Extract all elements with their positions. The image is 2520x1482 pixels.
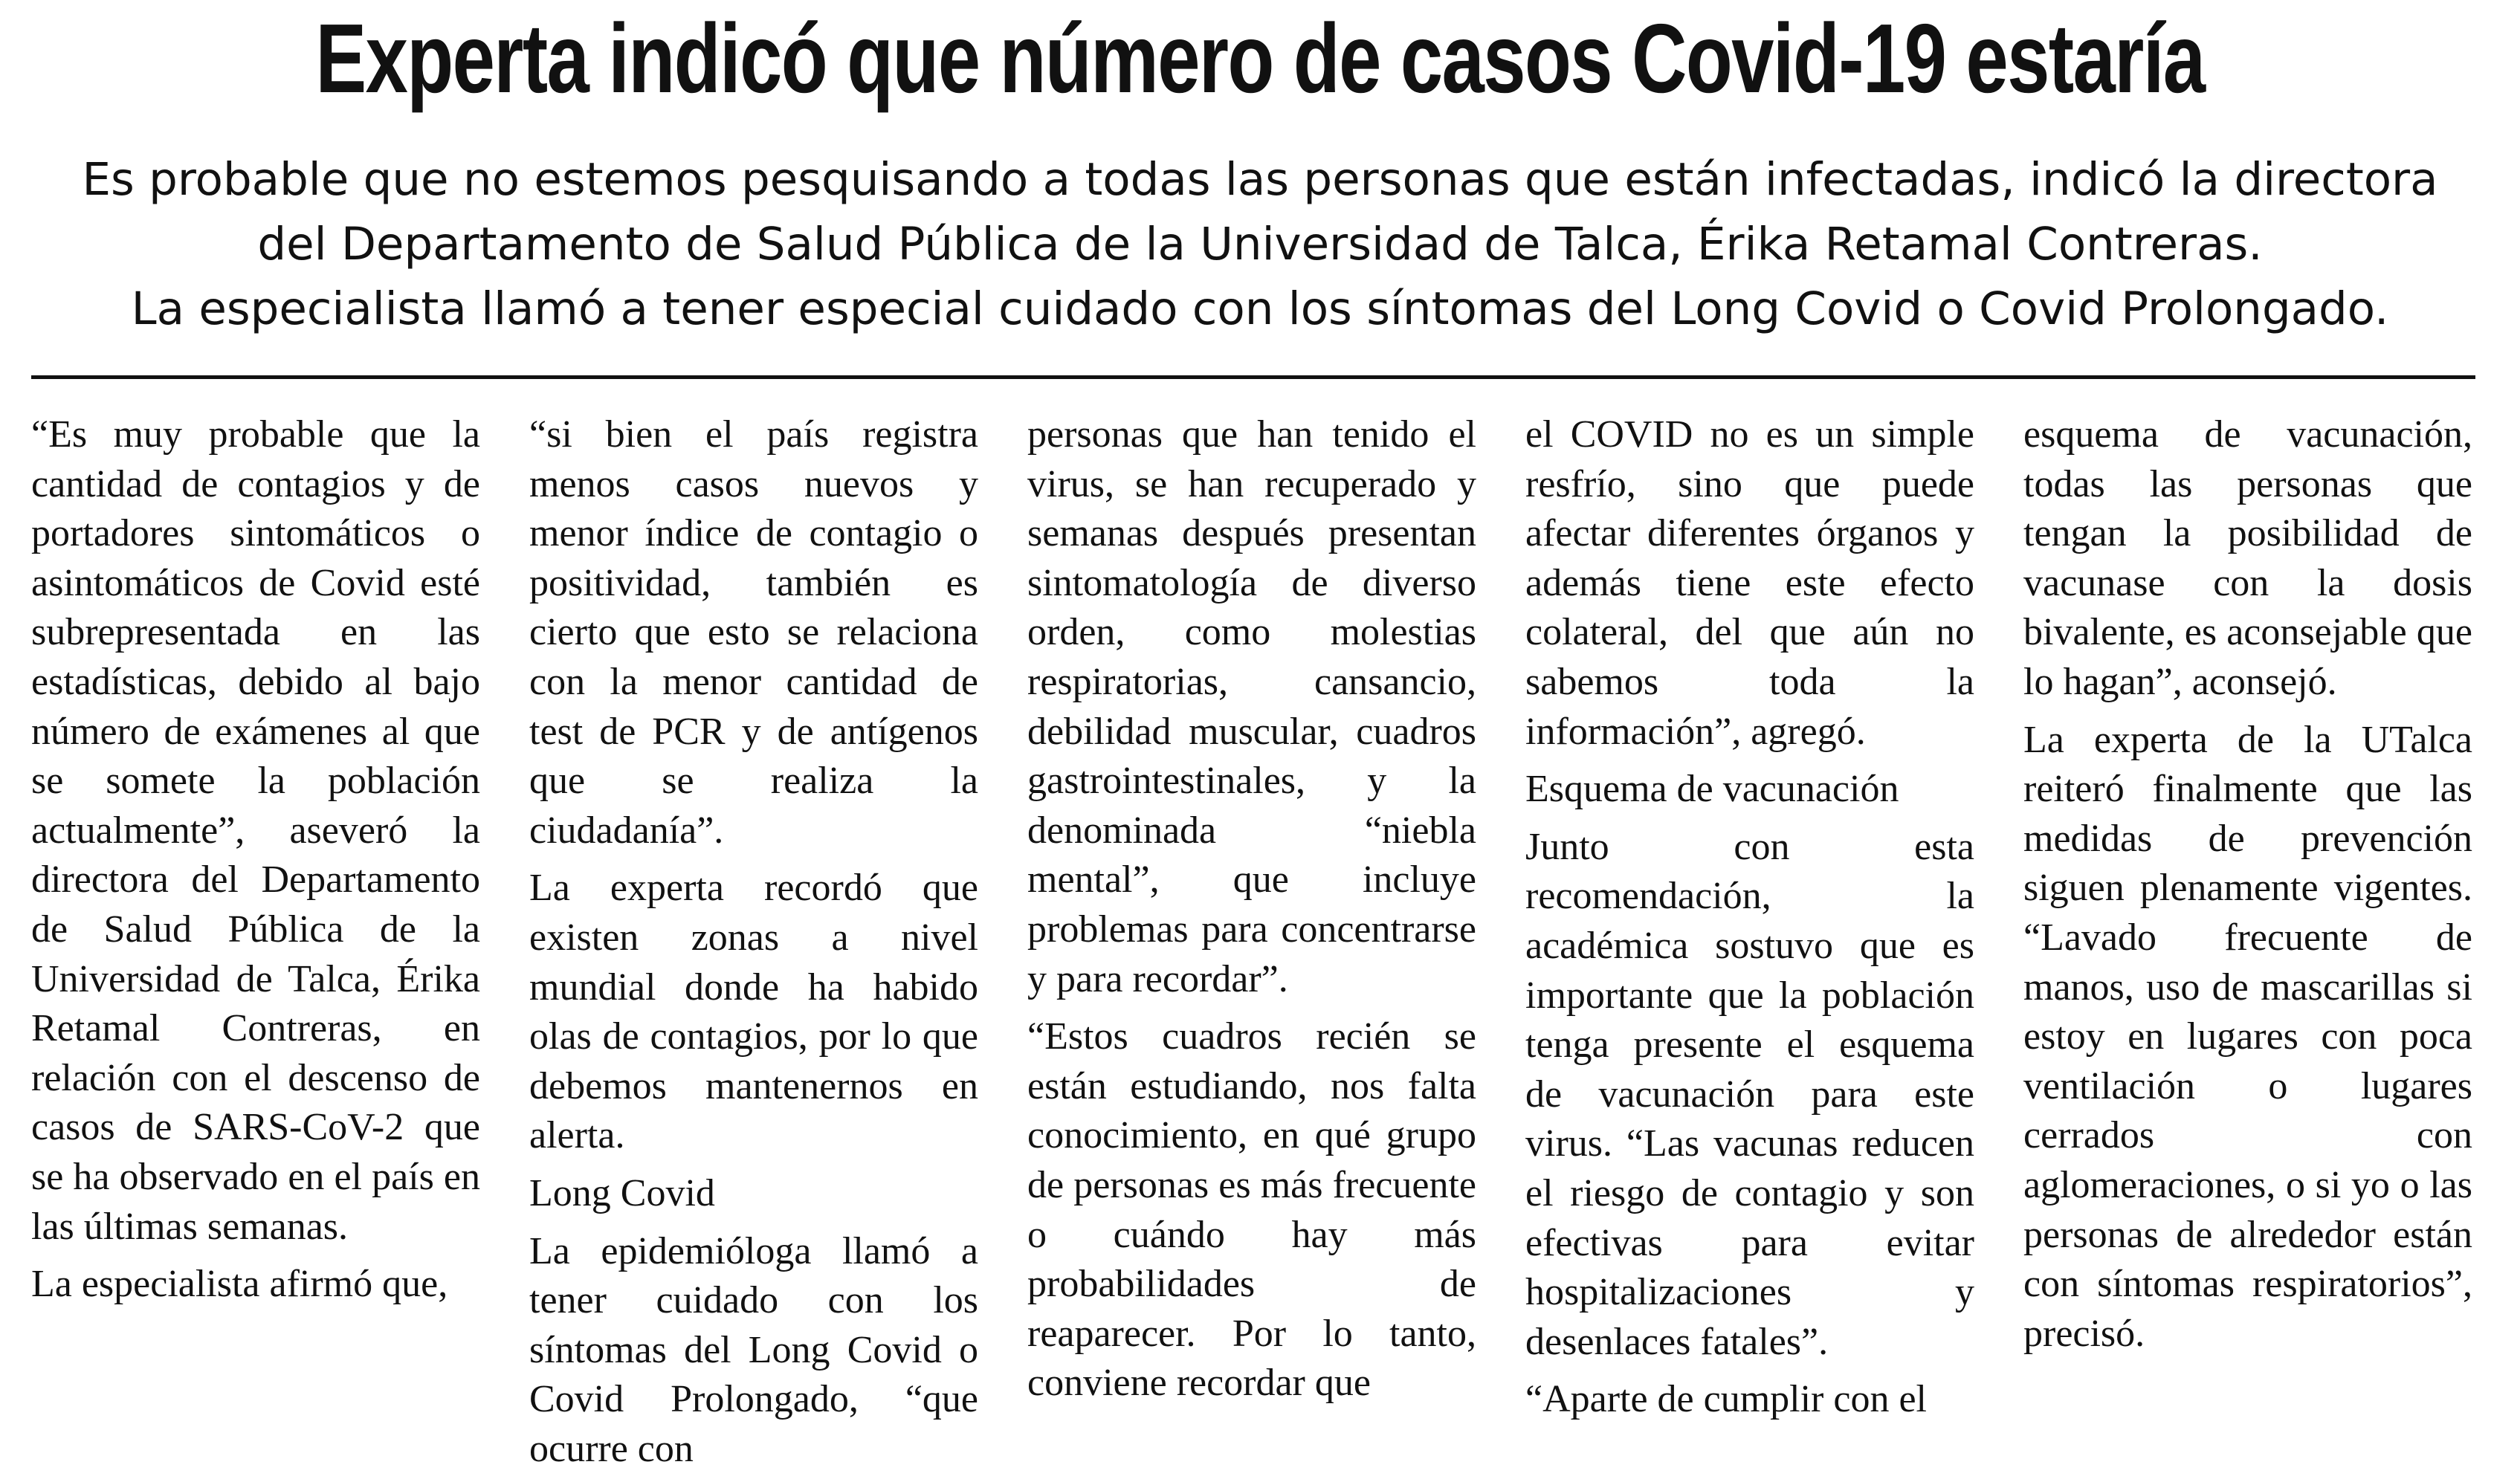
column-5 — [2023, 410, 2472, 1367]
column-4 — [1525, 410, 1974, 1433]
subtitle-line-2: del Departamento de Salud Pública de la Universidad de Talca, Érika Retamal Contreras. — [257, 218, 2263, 271]
paragraph: La experta de la UTalca reiteró finalmente que las medidas de prevención siguen plenamente vigentes. “Lavado frecuente de manos, uso de mascarillas si estoy en lugares con poca ventilación o lugares cerrados con aglomeraciones, o si yo o las personas de alrededor están con síntomas respiratorios”, precisó. — [2023, 718, 2472, 1355]
column-3 — [1027, 410, 1476, 1417]
section-subhead-long-covid: Long Covid — [529, 1171, 715, 1214]
subtitle-line-3: La especialista llamó a tener especial cuidado con los síntomas del Long Covid o Covid Prolongado. — [131, 282, 2389, 335]
paragraph: La experta recordó que existen zonas a nivel mundial donde ha habido olas de contagios, por lo que debemos mantenernos en alerta. — [529, 867, 978, 1157]
column-1 — [31, 410, 480, 1318]
paragraph: “Aparte de cumplir con el — [1525, 1378, 1927, 1421]
paragraph: La epidemióloga llamó a tener cuidado con los síntomas del Long Covid o Covid Prolongado, “que ocurre con — [529, 1229, 978, 1470]
paragraph: “Es muy probable que la cantidad de contagios y de portadores sintomáticos o asintomáticos de Covid esté subrepresentada en las estadísticas, debido al bajo número de exámenes al que se somete la población actualmente”, aseveró la directora del Departamento de Salud Pública de la Universidad de Talca, Érika Retamal Contreras, en relación con el descenso de casos de SARS-CoV-2 que se ha observado en el país en las últimas semanas. — [31, 413, 480, 1248]
paragraph: “Estos cuadros recién se están estudiando, nos falta conocimiento, en qué grupo de personas es más frecuente o cuándo hay más probabilidades de reaparecer. Por lo tanto, conviene recordar que — [1027, 1015, 1476, 1405]
paragraph: “si bien el país registra menos casos nuevos y menor índice de contagio o positividad, también es cierto que esto se relaciona con la menor cantidad de test de PCR y de antígenos que se realiza la ciudadanía”. — [529, 413, 978, 852]
headline: Experta indicó que número de casos Covid-19 estaría — [315, 4, 2205, 113]
subtitle-line-1: Es probable que no estemos pesquisando a todas las personas que están infectadas, indicó la directora — [82, 153, 2438, 206]
paragraph: el COVID no es un simple resfrío, sino que puede afectar diferentes órganos y además tiene este efecto colateral, del que aún no sabemos toda la información”, agregó. — [1525, 413, 1974, 753]
paragraph: personas que han tenido el virus, se han recuperado y semanas después presentan sintomatología de diverso orden, como molestias respiratorias, cansancio, debilidad muscular, cuadros gastrointestinales, y la denominada “niebla mental”, que incluye problemas para concentrarse y para recordar”. — [1027, 413, 1476, 1000]
paragraph: esquema de vacunación, todas las personas que tengan la posibilidad de vacunase con la dosis bivalente, es aconsejable que lo hagan”, aconsejó. — [2023, 413, 2472, 703]
paragraph: La especialista afirmó que, — [31, 1263, 448, 1306]
column-2 — [529, 410, 978, 1482]
paragraph: Junto con esta recomendación, la académica sostuvo que es importante que la población tenga presente el esquema de vacunación para este virus. “Las vacunas reducen el riesgo de contagio y son efectivas para evitar hospitalizaciones y desenlaces fatales”. — [1525, 825, 1974, 1363]
section-subhead-vacunacion: Esquema de vacunación — [1525, 768, 1899, 811]
subtitle — [30, 147, 2490, 341]
divider-rule — [31, 375, 2475, 379]
